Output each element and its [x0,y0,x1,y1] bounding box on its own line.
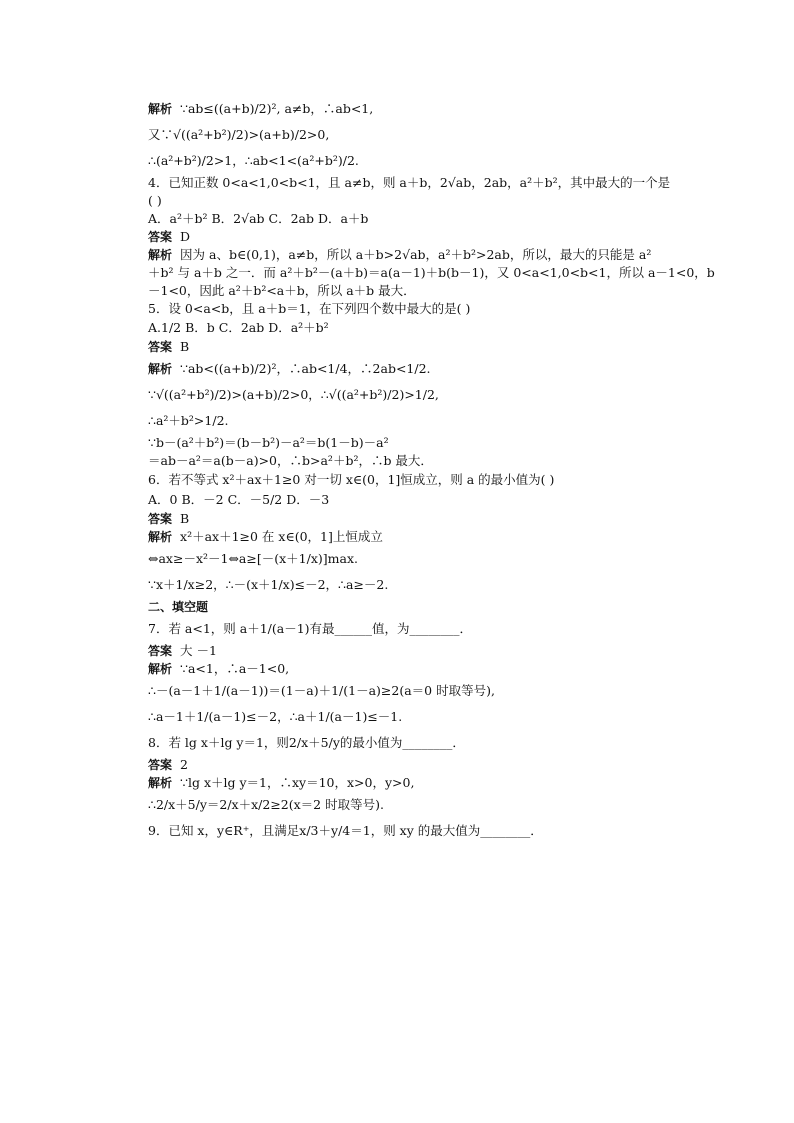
analysis-label: 解析 [148,362,173,376]
analysis-label: 解析 [148,776,173,790]
q8-answer: 答案 2 [148,757,188,772]
q7-analysis-line-1: 解析 ∵a<1，∴a－1<0, [148,661,290,676]
q6-analysis-line-3: ∵x＋1/x≥2，∴－(x＋1/x)≤－2，∴a≥－2. [148,577,389,592]
prev-analysis-line-2: 又∵√((a²+b²)/2)>(a+b)/2>0, [148,127,330,142]
q5-analysis-line-1: 解析 ∵ab<((a+b)/2)²，∴ab<1/4，∴2ab<1/2. [148,361,431,376]
q4-analysis-line-3: －1<0，因此 a²＋b²<a＋b，所以 a＋b 最大． [148,283,416,298]
q4-paren: ( ) [148,193,162,208]
q7-stem: 7．若 a<1，则 a＋1/(a－1)有最______值，为________． [148,621,473,636]
answer-label: 答案 [148,512,173,526]
q8-stem: 8．若 lg x＋lg y＝1，则2/x＋5/y的最小值为________． [148,735,465,750]
q6-analysis-line-1: 解析 x²＋ax＋1≥0 在 x∈(0，1]上恒成立 [148,529,383,544]
analysis-label: 解析 [148,662,173,676]
q5-stem: 5．设 0<a<b，且 a＋b＝1，在下列四个数中最大的是( ) [148,301,471,316]
q6-answer: 答案 B [148,511,190,526]
q5-analysis-line-5: ＝ab－a²＝a(b－a)>0，∴b>a²＋b²，∴b 最大． [148,453,433,468]
analysis-label: 解析 [148,530,173,544]
q6-stem: 6．若不等式 x²＋ax＋1≥0 对一切 x∈(0，1]恒成立，则 a 的最小值为( ) [148,472,555,487]
analysis-label: 解析 [148,102,173,116]
q8-analysis-line-1: 解析 ∵lg x＋lg y＝1，∴xy＝10，x>0，y>0, [148,775,415,790]
prev-analysis-line-1: 解析 ∵ab≤((a+b)/2)², a≠b，∴ab<1, [148,101,374,116]
answer-label: 答案 [148,758,173,772]
q6-options: A．0 B．－2 C．－5/2 D．－3 [148,492,330,507]
section-title: 二、填空题 [148,600,209,614]
q4-analysis-line-1: 解析 因为 a、b∈(0,1)，a≠b，所以 a＋b>2√ab，a²＋b²>2ab，所以，最大的只能是 a² [148,247,652,262]
q7-analysis-line-2: ∴－(a－1＋1/(a－1))＝(1－a)＋1/(1－a)≥2(a＝0 时取等号), [148,683,495,698]
answer-label: 答案 [148,644,173,658]
q5-analysis-line-3: ∴a²＋b²>1/2. [148,413,229,428]
q4-stem: 4．已知正数 0<a<1,0<b<1，且 a≠b，则 a＋b，2√ab，2ab，a²＋b²，其中最大的一个是 [148,175,671,190]
q4-answer: 答案 D [148,229,191,244]
q7-answer: 答案 大 －1 [148,643,217,658]
analysis-label: 解析 [148,248,173,262]
q5-analysis-line-2: ∵√((a²+b²)/2)>(a+b)/2>0，∴√((a²+b²)/2)>1/2, [148,387,439,402]
prev-analysis-line-3: ∴(a²+b²)/2>1，∴ab<1<(a²+b²)/2. [148,153,359,168]
q4-analysis-line-2: ＋b² 与 a＋b 之一．而 a²＋b²－(a＋b)＝a(a－1)＋b(b－1)，又 0<a<1,0<b<1，所以 a－1<0，b [148,265,715,280]
q7-analysis-line-3: ∴a－1＋1/(a－1)≤－2，∴a＋1/(a－1)≤－1. [148,709,403,724]
q8-analysis-line-2: ∴2/x＋5/y＝2/x＋x/2≥2(x＝2 时取等号). [148,797,384,812]
q5-analysis-line-4: ∵b－(a²＋b²)＝(b－b²)－a²＝b(1－b)－a² [148,435,389,450]
q5-options: A.1/2 B．b C．2ab D．a²＋b² [148,320,329,335]
q9-stem: 9．已知 x，y∈R⁺，且满足x/3＋y/4＝1，则 xy 的最大值为________． [148,823,543,838]
q5-answer: 答案 B [148,339,190,354]
document-page [148,96,715,844]
q6-analysis-line-2: ⇔ax≥－x²－1⇔a≥[－(x＋1/x)]max. [148,551,358,566]
answer-label: 答案 [148,340,173,354]
answer-label: 答案 [148,230,173,244]
q4-options: A．a²＋b² B．2√ab C．2ab D．a＋b [148,211,369,226]
